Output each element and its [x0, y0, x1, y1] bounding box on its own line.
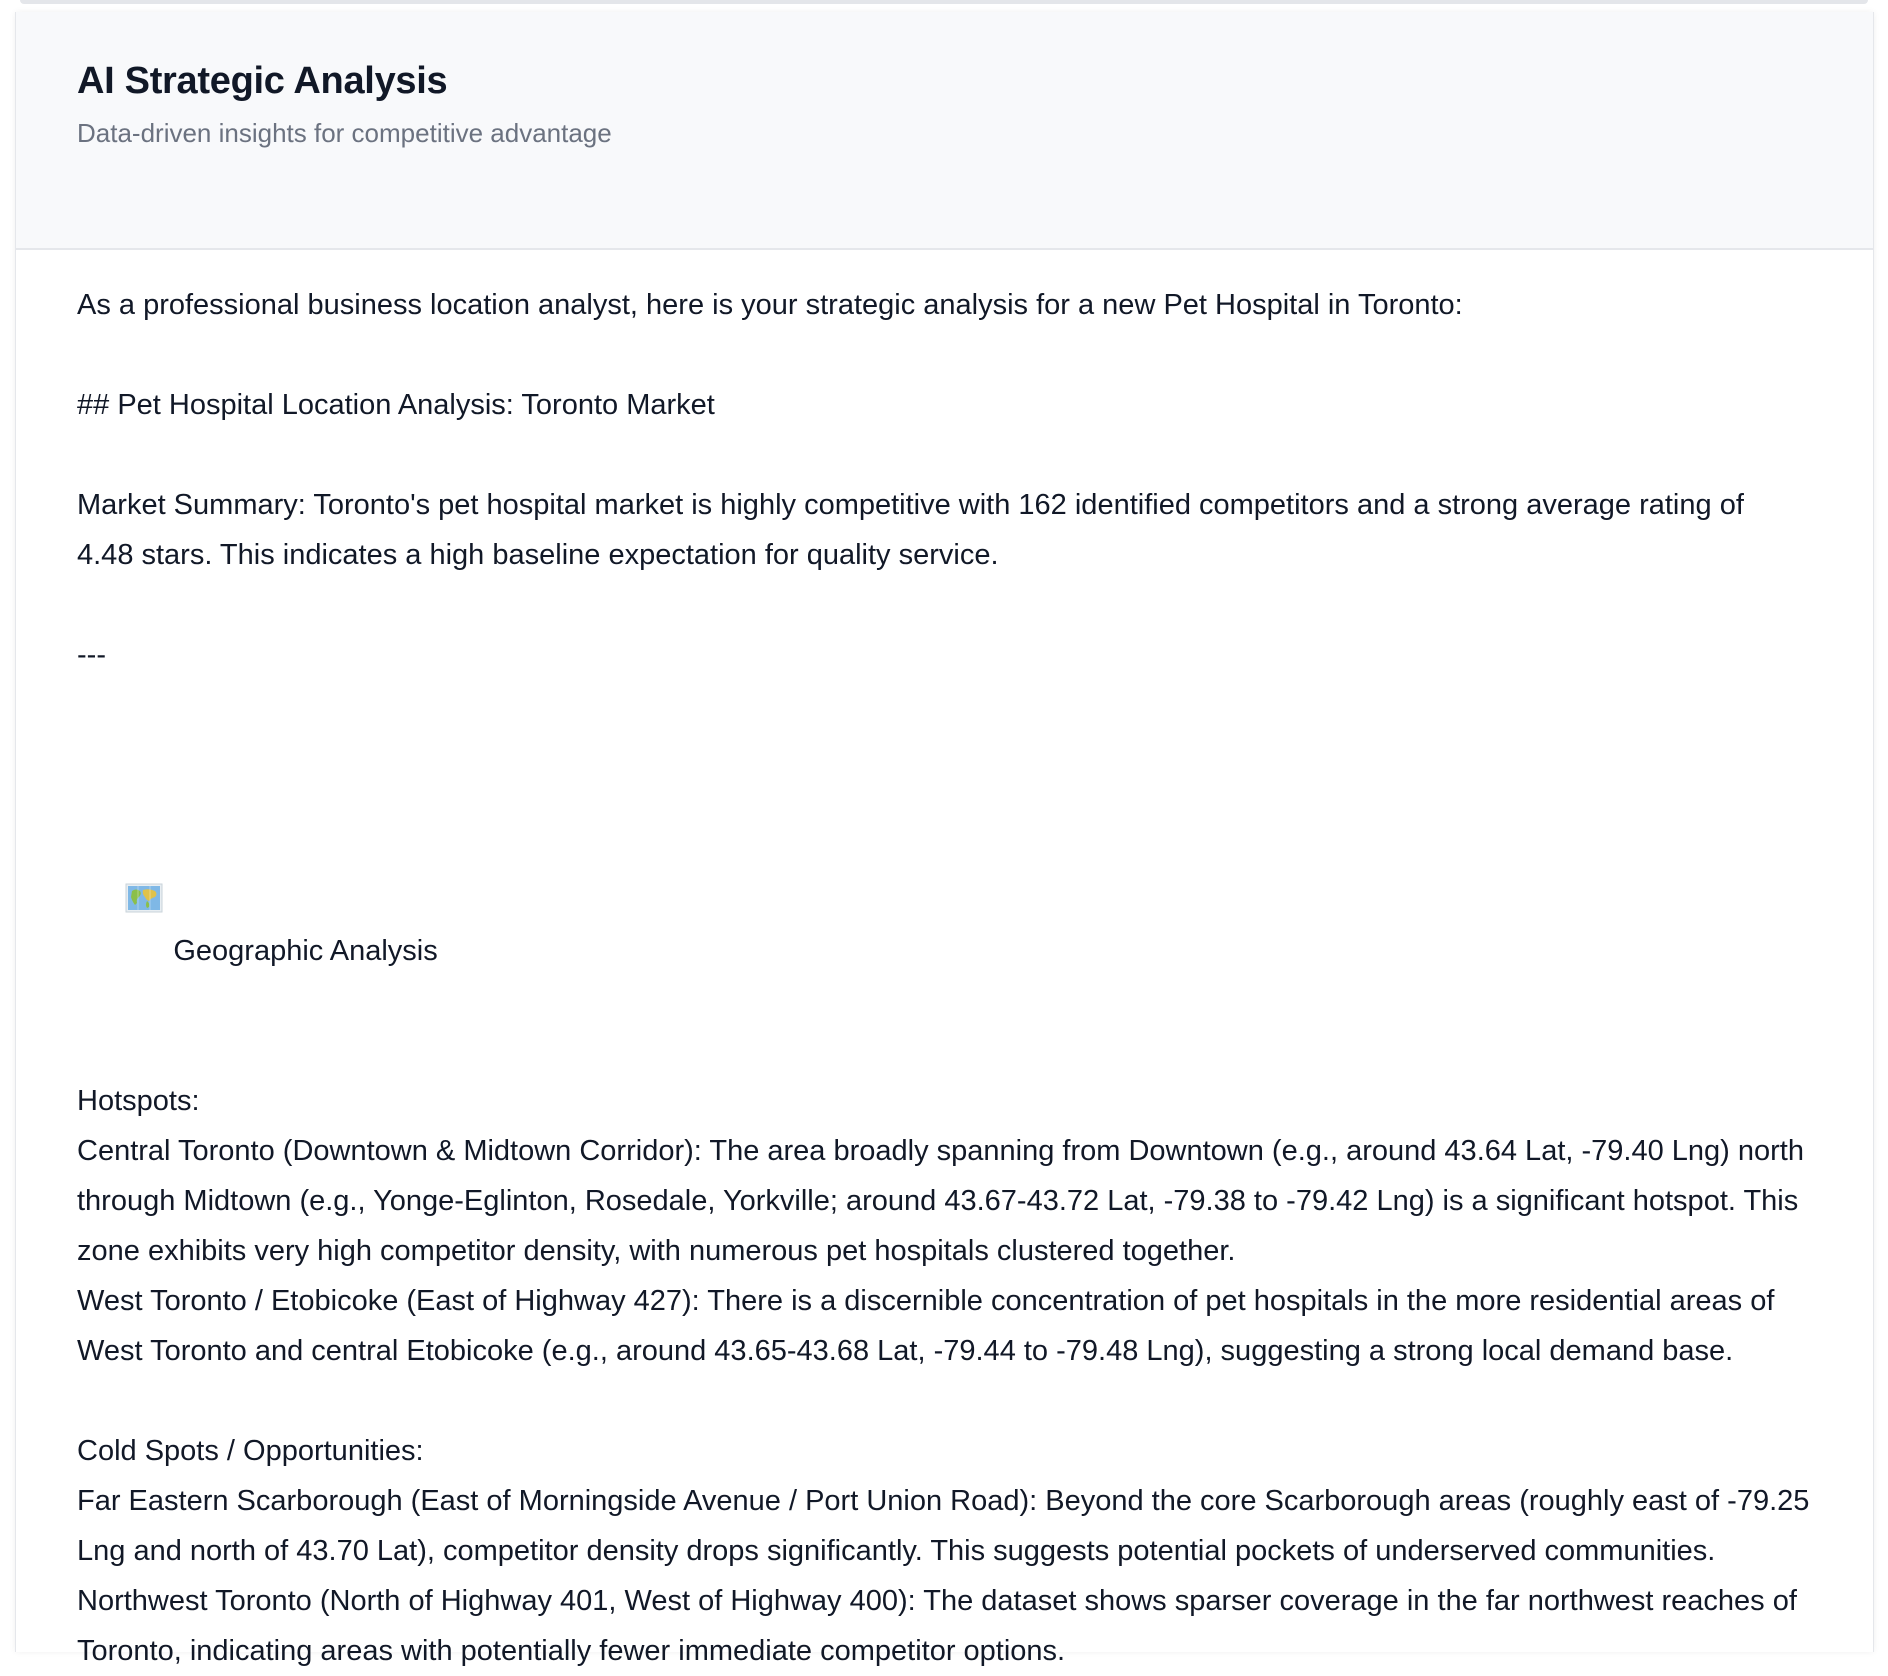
cold-spot-item: Far Eastern Scarborough (East of Morningside Avenue / Port Union Road): Beyond the core Scarborough areas (roughly east of -79.25 Lng and north of 43.70 Lat), competitor density drops significantly. This suggests potential pockets of underserved communities. [77, 1485, 1818, 1567]
spacer [77, 580, 1812, 630]
hotspot-item: West Toronto / Etobicoke (East of Highway 427): There is a discernible concentration of pet hospitals in the more residential areas of West Toronto and central Etobicoke (e.g., around 43.65-43.68 Lat, -79.44 to -79.48 Lng), suggesting a strong local demand base. [77, 1285, 1783, 1367]
page-title: AI Strategic Analysis [77, 60, 448, 102]
spacer [77, 1376, 1812, 1426]
divider-text: --- [77, 639, 106, 671]
analysis-content [16, 250, 1873, 1676]
market-summary: Market Summary: Toronto's pet hospital market is highly competitive with 162 identified competitors and a strong average rating of 4.48 stars. This indicates a high baseline expectation for quality service. [77, 489, 1752, 571]
hotspots-label: Hotspots: [77, 1085, 200, 1117]
spacer [77, 1026, 1812, 1076]
spacer [77, 330, 1812, 380]
cold-spot-item: Northwest Toronto (North of Highway 401, West of Highway 400): The dataset shows sparser coverage in the far northwest reaches of Toronto, indicating areas with potentially fewer immediate competitor options. [77, 1585, 1805, 1667]
cold-spots-label: Cold Spots / Opportunities: [77, 1435, 424, 1467]
intro-text: As a professional business location analyst, here is your strategic analysis for a new Pet Hospital in Toronto: [77, 289, 1463, 321]
hotspot-item: Central Toronto (Downtown & Midtown Corridor): The area broadly spanning from Downtown (e.g., around 43.64 Lat, -79.40 Lng) north through Midtown (e.g., Yonge-Eglinton, Rosedale, Yorkville; around 43.67-43.72 Lat, -79.38 to -79.42 Lng) is a significant hotspot. This zone exhibits very high competitor density, with numerous pet hospitals clustered together. [77, 1135, 1813, 1267]
geographic-analysis-title: Geographic Analysis [173, 935, 438, 967]
spacer [77, 430, 1812, 480]
section-heading: ## Pet Hospital Location Analysis: Toronto Market [77, 389, 715, 421]
card-header [16, 12, 1873, 250]
spacer [77, 680, 1812, 730]
top-edge-shadow [20, 0, 1868, 4]
world-map-icon [125, 780, 163, 812]
geographic-analysis-heading [77, 730, 1812, 1026]
analysis-card [15, 12, 1874, 1667]
page-subtitle: Data-driven insights for competitive advantage [77, 118, 612, 148]
